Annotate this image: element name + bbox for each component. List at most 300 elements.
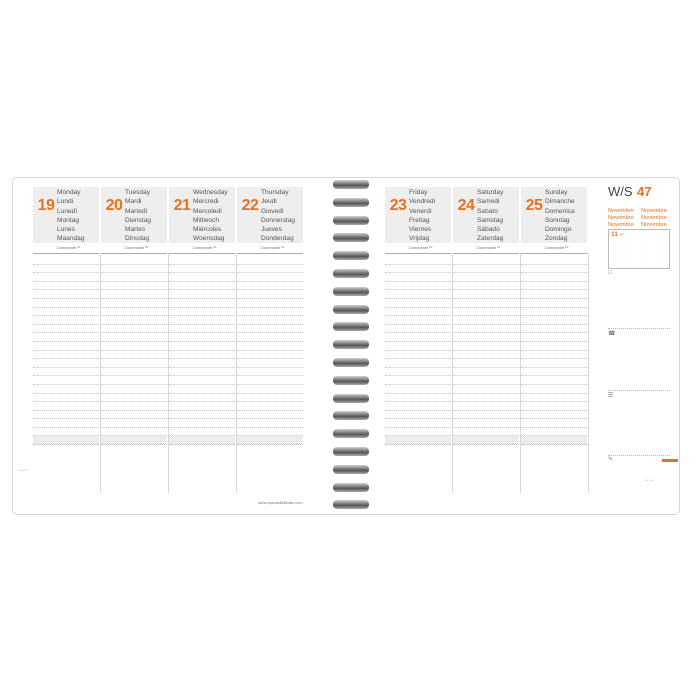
time-slot[interactable] — [101, 368, 167, 377]
day-column-friday — [385, 187, 451, 507]
time-slot[interactable] — [453, 428, 519, 437]
ring-wire — [333, 394, 369, 403]
ring-wire — [333, 322, 369, 331]
time-slot[interactable] — [521, 265, 587, 274]
column-divider — [100, 253, 101, 493]
day-name: Freitag — [409, 216, 430, 224]
time-slots[interactable] — [453, 256, 519, 445]
day-name: Mardi — [125, 198, 142, 206]
ring-wire — [333, 500, 369, 509]
time-slot[interactable] — [521, 411, 587, 420]
time-slot[interactable] — [33, 282, 99, 291]
mini-calendar-cell: · — [656, 250, 658, 253]
time-slot[interactable] — [385, 273, 451, 282]
month-names — [608, 208, 674, 229]
mini-calendar-cell: · — [611, 262, 612, 265]
ring-wire — [333, 198, 369, 207]
time-slot[interactable] — [237, 376, 303, 385]
mini-calendar-cell: · — [624, 254, 625, 257]
day-header — [33, 187, 99, 243]
time-slot[interactable] — [101, 316, 167, 325]
day-name: Mercoledì — [193, 207, 222, 215]
time-slot[interactable] — [101, 290, 167, 299]
time-slot[interactable] — [521, 351, 587, 360]
header-rule — [385, 253, 451, 254]
time-slot[interactable] — [237, 359, 303, 368]
time-slot[interactable] — [453, 394, 519, 403]
mini-calendar-cell: · — [656, 258, 658, 261]
spiral-binding — [325, 178, 377, 515]
time-slot[interactable] — [237, 411, 303, 420]
time-slot[interactable] — [385, 342, 451, 351]
time-slots[interactable] — [521, 256, 587, 445]
time-slot[interactable] — [169, 265, 235, 274]
time-slot[interactable] — [385, 299, 451, 308]
day-number: 21 — [173, 197, 191, 214]
time-slot[interactable] — [521, 282, 587, 291]
time-slot[interactable] — [385, 419, 451, 428]
time-slot[interactable] — [385, 368, 451, 377]
time-slot[interactable] — [385, 316, 451, 325]
time-slot[interactable] — [237, 402, 303, 411]
spiral-ring — [333, 322, 369, 331]
time-slot[interactable] — [169, 299, 235, 308]
day-number: 24 — [457, 197, 475, 214]
time-slot[interactable] — [33, 394, 99, 403]
mini-calendar-cell: · — [656, 254, 658, 257]
planner-spread — [12, 177, 680, 515]
time-slots[interactable] — [169, 256, 235, 445]
time-slot[interactable] — [521, 376, 587, 385]
time-slot[interactable] — [385, 376, 451, 385]
week-label: W/S — [608, 184, 633, 199]
day-name: Zaterdag — [477, 235, 504, 243]
ring-wire — [333, 483, 369, 492]
mini-calendar-cell: · — [624, 242, 625, 245]
time-slot[interactable] — [169, 290, 235, 299]
time-slot[interactable] — [33, 402, 99, 411]
day-name: Martedì — [125, 207, 148, 215]
column-divider — [168, 253, 169, 493]
time-slot[interactable] — [521, 290, 587, 299]
time-slot[interactable] — [33, 419, 99, 428]
day-name: Venerdì — [409, 207, 432, 215]
time-slot[interactable] — [33, 290, 99, 299]
header-rule — [33, 253, 99, 254]
time-slot[interactable] — [453, 290, 519, 299]
time-slot[interactable] — [169, 256, 235, 265]
time-slot[interactable] — [101, 436, 167, 445]
column-divider — [520, 253, 521, 493]
spiral-ring — [333, 447, 369, 456]
day-name: Friday — [409, 189, 428, 196]
mini-calendar-cell: · — [656, 242, 658, 245]
time-slot[interactable] — [237, 316, 303, 325]
time-slot[interactable] — [521, 436, 587, 445]
time-slot[interactable] — [33, 333, 99, 342]
time-slot[interactable] — [237, 273, 303, 282]
time-slot[interactable] — [453, 436, 519, 445]
day-name: Lundi — [57, 198, 74, 206]
time-slot[interactable] — [237, 436, 303, 445]
time-slot[interactable] — [453, 256, 519, 265]
mini-calendar-cell: · — [630, 254, 632, 257]
mini-calendar-cell: · — [643, 262, 645, 265]
time-slot[interactable] — [453, 325, 519, 334]
time-slot[interactable] — [101, 419, 167, 428]
spiral-ring — [333, 251, 369, 260]
time-slot[interactable] — [101, 376, 167, 385]
mini-calendar-cell: · — [617, 246, 619, 249]
time-slot[interactable] — [453, 359, 519, 368]
time-slot[interactable] — [169, 385, 235, 394]
mini-calendar-cell: · — [643, 250, 645, 253]
time-slot[interactable] — [101, 256, 167, 265]
time-slot[interactable] — [385, 385, 451, 394]
day-name: Woensdag — [193, 235, 225, 243]
time-slots[interactable] — [33, 256, 99, 445]
mini-calendar-cell: · — [624, 250, 625, 253]
time-slot[interactable] — [169, 402, 235, 411]
mini-calendar-cell: · — [637, 254, 638, 257]
time-slot[interactable] — [385, 308, 451, 317]
time-slot[interactable] — [33, 368, 99, 377]
day-name: Dienstag — [125, 216, 152, 224]
time-slot[interactable] — [237, 394, 303, 403]
time-slot[interactable] — [521, 256, 587, 265]
time-slot[interactable] — [453, 265, 519, 274]
time-slot[interactable] — [453, 376, 519, 385]
note-line[interactable] — [608, 328, 670, 329]
time-slot[interactable] — [101, 394, 167, 403]
day-name: Martes — [125, 226, 146, 234]
mini-calendar-cell: · — [617, 254, 619, 257]
time-slot[interactable] — [169, 368, 235, 377]
day-name: Viernes — [409, 226, 432, 234]
time-slot[interactable] — [521, 368, 587, 377]
time-slot[interactable] — [101, 351, 167, 360]
spiral-ring — [333, 411, 369, 420]
day-number: 22 — [241, 197, 259, 214]
time-slot[interactable] — [169, 333, 235, 342]
mini-calendar-cell: · — [656, 246, 658, 249]
day-name: Mercredi — [193, 198, 219, 206]
time-slot[interactable] — [237, 256, 303, 265]
time-slot[interactable] — [33, 376, 99, 385]
time-slot[interactable] — [453, 299, 519, 308]
time-slot[interactable] — [169, 308, 235, 317]
mini-calendar-cell: · — [650, 242, 651, 245]
mini-calendar-cell: · — [650, 254, 651, 257]
mini-calendar-cell: · — [611, 246, 612, 249]
day-name: Tuesday — [125, 189, 151, 196]
time-slot[interactable] — [169, 282, 235, 291]
ring-wire — [333, 251, 369, 260]
spiral-ring — [333, 429, 369, 438]
day-header — [101, 187, 167, 243]
time-slot[interactable] — [169, 411, 235, 420]
time-slot[interactable] — [169, 359, 235, 368]
time-slot[interactable] — [385, 436, 451, 445]
time-slot[interactable] — [101, 402, 167, 411]
day-name: Vendredi — [409, 198, 436, 206]
mini-calendar-cell: · — [630, 258, 632, 261]
day-column-monday — [33, 187, 99, 507]
note-line[interactable] — [608, 455, 670, 456]
right-page — [375, 178, 680, 514]
day-name: Domingo — [545, 226, 572, 234]
spiral-ring — [333, 358, 369, 367]
time-slot[interactable] — [521, 385, 587, 394]
time-slot[interactable] — [169, 342, 235, 351]
time-slot[interactable] — [237, 282, 303, 291]
day-name: Samstag — [477, 216, 504, 224]
column-divider — [588, 253, 589, 493]
spiral-ring — [333, 269, 369, 278]
time-slot[interactable] — [237, 428, 303, 437]
time-slot[interactable] — [169, 394, 235, 403]
time-slot[interactable] — [521, 299, 587, 308]
month-name: Novembre — [641, 222, 667, 228]
time-slot[interactable] — [169, 436, 235, 445]
time-slot[interactable] — [385, 325, 451, 334]
left-page — [13, 178, 323, 514]
time-slot[interactable] — [521, 273, 587, 282]
day-name: Sunday — [545, 189, 568, 196]
dominante-label: Dominante™ — [261, 245, 285, 250]
time-slot[interactable] — [33, 342, 99, 351]
time-slot[interactable] — [33, 436, 99, 445]
time-slot[interactable] — [169, 316, 235, 325]
time-slot[interactable] — [453, 342, 519, 351]
month-name: Novembre — [641, 215, 667, 221]
mini-calendar-cell: · — [650, 258, 651, 261]
time-slot[interactable] — [33, 325, 99, 334]
time-slot[interactable] — [453, 385, 519, 394]
time-slot[interactable] — [385, 402, 451, 411]
time-slot[interactable] — [33, 411, 99, 420]
day-names — [193, 188, 228, 244]
time-slot[interactable] — [101, 273, 167, 282]
day-name: Sábado — [477, 226, 500, 234]
time-slot[interactable] — [453, 282, 519, 291]
time-slot[interactable] — [521, 402, 587, 411]
time-slot[interactable] — [33, 273, 99, 282]
time-slot[interactable] — [169, 273, 235, 282]
time-slot[interactable] — [521, 428, 587, 437]
header-rule — [237, 253, 303, 254]
time-slot[interactable] — [169, 376, 235, 385]
time-slot[interactable] — [385, 256, 451, 265]
time-slot[interactable] — [33, 316, 99, 325]
time-slot[interactable] — [521, 394, 587, 403]
time-slot[interactable] — [385, 411, 451, 420]
time-slot[interactable] — [521, 316, 587, 325]
week-number: 47 — [637, 184, 652, 199]
time-slot[interactable] — [101, 428, 167, 437]
time-slots[interactable] — [237, 256, 303, 445]
time-slot[interactable] — [385, 359, 451, 368]
dominante-label: Dominante™ — [409, 245, 433, 250]
time-slot[interactable] — [453, 351, 519, 360]
time-slot[interactable] — [237, 342, 303, 351]
time-slot[interactable] — [33, 385, 99, 394]
mini-calendar-cell: · — [611, 258, 612, 261]
time-slot[interactable] — [101, 359, 167, 368]
time-slot[interactable] — [385, 282, 451, 291]
corner-marks: • • • • • — [645, 478, 654, 482]
corner-marks: • • • • • — [19, 468, 28, 472]
spiral-ring — [333, 216, 369, 225]
day-name: Lunedì — [57, 207, 78, 215]
time-slot[interactable] — [521, 308, 587, 317]
time-slot[interactable] — [453, 368, 519, 377]
time-slot[interactable] — [169, 419, 235, 428]
time-slot[interactable] — [237, 299, 303, 308]
time-slot[interactable] — [453, 316, 519, 325]
time-slot[interactable] — [453, 411, 519, 420]
time-slot[interactable] — [453, 402, 519, 411]
day-header — [169, 187, 235, 243]
day-name: Samedi — [477, 198, 500, 206]
day-column-tuesday — [101, 187, 167, 507]
time-slot[interactable] — [101, 308, 167, 317]
time-slot[interactable] — [237, 351, 303, 360]
mini-calendar-month-num: 11 — [611, 231, 618, 238]
time-slot[interactable] — [521, 342, 587, 351]
spiral-ring — [333, 483, 369, 492]
time-slot[interactable] — [385, 265, 451, 274]
day-name: Giovedì — [261, 207, 284, 215]
time-slot[interactable] — [385, 351, 451, 360]
day-name: Thursday — [261, 189, 289, 196]
ring-wire — [333, 233, 369, 242]
time-slot[interactable] — [237, 265, 303, 274]
time-slot[interactable] — [101, 342, 167, 351]
time-slot[interactable] — [237, 290, 303, 299]
time-slot[interactable] — [385, 394, 451, 403]
time-slot[interactable] — [521, 325, 587, 334]
day-names — [125, 188, 151, 244]
time-slot[interactable] — [101, 325, 167, 334]
time-slot[interactable] — [33, 265, 99, 274]
day-names — [57, 188, 85, 244]
time-slot[interactable] — [453, 333, 519, 342]
day-names — [261, 188, 295, 244]
month-name: Novembre — [608, 215, 634, 221]
day-number: 23 — [389, 197, 407, 214]
mini-calendar — [608, 229, 670, 269]
month-name: Novembre — [608, 222, 634, 228]
mini-calendar-cell: · — [650, 246, 651, 249]
time-slot[interactable] — [453, 419, 519, 428]
phone-icon: ☎ — [608, 331, 616, 337]
ring-wire — [333, 269, 369, 278]
day-name: Maandag — [57, 235, 85, 243]
day-column-sunday — [521, 187, 587, 507]
time-slot[interactable] — [33, 351, 99, 360]
day-name: Donderdag — [261, 235, 294, 243]
time-slot[interactable] — [33, 428, 99, 437]
month-name: Novembre — [608, 208, 634, 214]
ring-wire — [333, 340, 369, 349]
time-slot[interactable] — [101, 333, 167, 342]
time-slot[interactable] — [33, 308, 99, 317]
time-slot[interactable] — [385, 428, 451, 437]
ring-wire — [333, 216, 369, 225]
time-slot[interactable] — [453, 273, 519, 282]
day-column-saturday — [453, 187, 519, 507]
month-name: Novembre — [641, 208, 667, 214]
time-slots[interactable] — [385, 256, 451, 445]
mini-calendar-cell: · — [656, 262, 658, 265]
day-number: 25 — [525, 197, 543, 214]
time-slot[interactable] — [101, 385, 167, 394]
week-block — [608, 183, 678, 201]
note-line[interactable] — [608, 390, 670, 391]
mini-calendar-cell: · — [611, 254, 612, 257]
ring-wire — [333, 287, 369, 296]
day-names — [545, 188, 575, 244]
time-slot[interactable] — [521, 333, 587, 342]
time-slot[interactable] — [237, 368, 303, 377]
mini-calendar-cell: · — [637, 242, 638, 245]
mini-calendar-cell: · — [630, 250, 632, 253]
time-slot[interactable] — [101, 265, 167, 274]
mini-calendar-cell: · — [650, 262, 651, 265]
time-slot[interactable] — [237, 419, 303, 428]
time-slot[interactable] — [101, 411, 167, 420]
orange-tab-marker — [662, 459, 678, 462]
day-name: Jeudi — [261, 198, 277, 206]
header-rule — [101, 253, 167, 254]
day-name: Dimanche — [545, 198, 575, 206]
day-name: Zondag — [545, 235, 568, 243]
time-slot[interactable] — [521, 419, 587, 428]
day-header — [453, 187, 519, 243]
time-slot[interactable] — [33, 359, 99, 368]
time-slot[interactable] — [169, 351, 235, 360]
time-slot[interactable] — [237, 308, 303, 317]
mini-calendar-month — [611, 231, 623, 238]
ring-wire — [333, 305, 369, 314]
time-slot[interactable] — [385, 333, 451, 342]
time-slot[interactable] — [101, 299, 167, 308]
day-name: Donnerstag — [261, 216, 296, 224]
time-slot[interactable] — [237, 385, 303, 394]
spiral-ring — [333, 500, 369, 509]
time-slot[interactable] — [33, 256, 99, 265]
day-name: Lunes — [57, 226, 75, 234]
time-slots[interactable] — [101, 256, 167, 445]
time-slot[interactable] — [169, 428, 235, 437]
time-slot[interactable] — [169, 325, 235, 334]
mini-calendar-cell: · — [624, 258, 625, 261]
day-name: Jueves — [261, 226, 282, 234]
header-rule — [521, 253, 587, 254]
time-slot[interactable] — [33, 299, 99, 308]
time-slot[interactable] — [237, 333, 303, 342]
time-slot[interactable] — [453, 308, 519, 317]
time-slot[interactable] — [385, 290, 451, 299]
time-slot[interactable] — [101, 282, 167, 291]
mini-calendar-cell: · — [617, 262, 619, 265]
day-name: Vrijdag — [409, 235, 430, 243]
time-slot[interactable] — [521, 359, 587, 368]
mini-calendar-cell: · — [637, 258, 638, 261]
mini-calendar-cell: · — [611, 250, 612, 253]
time-slot[interactable] — [237, 325, 303, 334]
